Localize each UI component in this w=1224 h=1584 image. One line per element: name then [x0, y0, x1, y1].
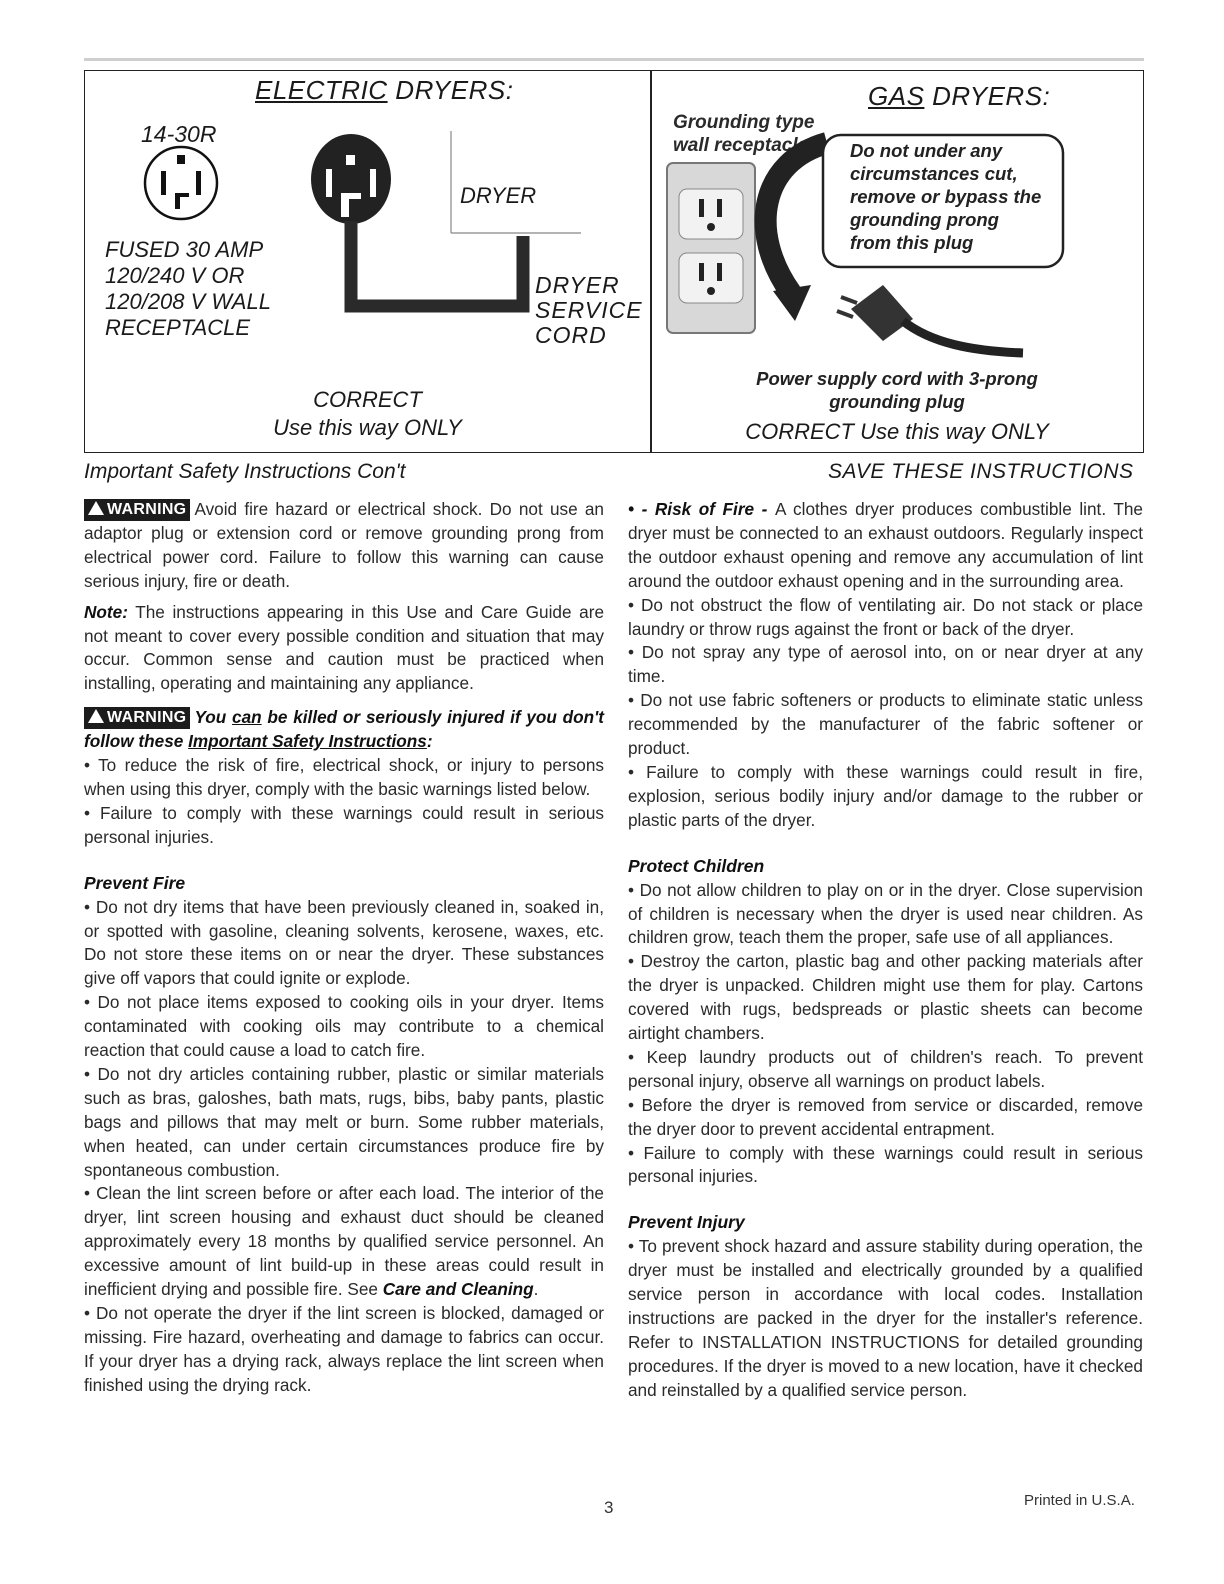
warning-badge: WARNING	[84, 707, 190, 729]
bullet-reduce-risk: • To reduce the risk of fire, electrical shock, or injury to persons when using this dryer, comply with the basic warnings listed below.	[84, 755, 604, 799]
note-paragraph: Note: The instructions appearing in this Use and Care Guide are not meant to cover every possible condition and situation that may occur. Common sense and caution must be practiced when installing, operating and maintaining any appliance.	[84, 601, 604, 694]
dryer-label: DRYER	[460, 183, 537, 208]
electric-use-only: Use this way ONLY	[273, 415, 462, 440]
warning-triangle-icon	[88, 501, 104, 515]
children-bullet-1: • Do not allow children to play on or in the dryer. Close supervision of children is necessary when the dryer is used near children. As children grow, teach them the proper, safe use of all appliances.	[628, 879, 1143, 948]
fire-bullet-1: • Do not dry items that have been previously cleaned in, soaked in, or spotted with gasoline, cleaning solvents, kerosene, waxes, etc. Do not store these items on or near the dryer. These substances give off vapors that could ignite or explode.	[84, 896, 604, 989]
gas-correct: CORRECT Use this way ONLY	[745, 419, 1049, 444]
receptacle-type-label: 14-30R	[141, 121, 217, 147]
electric-dryers-title: ELECTRIC DRYERS:	[255, 75, 514, 105]
risk-of-fire-paragraph: • - Risk of Fire - A clothes dryer produces combustible lint. The dryer must be connected to an exhaust outdoors. Regularly inspect the outdoor exhaust opening and remove any accumulation of lint around the outdoor exhaust opening and in the surrounding area.	[628, 499, 1143, 591]
children-bullet-5: • Failure to comply with these warnings could result in serious personal injuries.	[628, 1142, 1143, 1187]
top-rule	[84, 58, 1144, 61]
warning-triangle-icon	[88, 709, 104, 723]
fire-bullet-3: • Do not dry articles containing rubber, plastic or similar materials such as bras, galoshes, bath mats, rugs, bibs, baby pants, plastic bags and pillows that may melt or burn. Some rubber materials, when heated, can under certain circumstances produce fire by spontaneous combustion.	[84, 1063, 604, 1180]
right-bullet-2: • Do not obstruct the flow of ventilating air. Do not stack or place laundry or throw rugs against the front or back of the dryer.	[628, 594, 1143, 639]
fused-receptacle-text: FUSED 30 AMP 120/240 V OR 120/208 V WALL RECEPTACLE	[105, 237, 271, 340]
three-prong-plug-icon	[837, 285, 1023, 353]
injury-bullet-1: • To prevent shock hazard and assure stability during operation, the dryer must be installed and electrically grounded by a qualified service person in accordance with local codes. Installation instructions are packed in the dryer for the installer's reference. Refer to INSTALLATION INSTRUCTIONS for detailed grounding procedures. If the dryer is moved to a new location, have it checked and reinstalled by a qualified service person.	[628, 1236, 1143, 1400]
protect-children-heading: Protect Children	[628, 855, 765, 876]
prevent-fire-heading: Prevent Fire	[84, 872, 186, 893]
warning-badge: WARNING	[84, 499, 190, 521]
electric-correct: CORRECT	[313, 387, 422, 412]
printed-in: Printed in U.S.A.	[1024, 1492, 1135, 1509]
wall-receptacle-icon	[667, 163, 755, 333]
right-bullet-5: • Failure to comply with these warnings could result in fire, explosion, serious bodily injury and/or damage to the rubber or plastic parts of the dryer.	[628, 761, 1143, 830]
grounding-receptacle-label: Grounding type wall receptacle	[673, 112, 815, 156]
receptacle-outline-icon	[145, 147, 217, 219]
children-bullet-4: • Before the dryer is removed from service or discarded, remove the dryer door to prevent accidental entrapment.	[628, 1094, 1143, 1139]
do-not-cut-prong-warning: Do not under any circumstances cut, remove or bypass the grounding prong from this plug	[850, 140, 1042, 253]
prevent-injury-heading: Prevent Injury	[628, 1212, 745, 1233]
dryer-service-cord-label: DRYER SERVICE CORD	[535, 272, 643, 348]
dryer-connection-figure	[84, 70, 1144, 453]
page-number: 3	[604, 1498, 614, 1517]
warning-killed: WARNING You can be killed or seriously injured if you don't follow these Important Safety Instructions:	[84, 707, 604, 752]
fire-bullet-2: • Do not place items exposed to cooking oils in your dryer. Items contaminated with cooking oils may contribute to a chemical reaction that could cause a load to catch fire.	[84, 992, 604, 1061]
bullet-failure-comply: • Failure to comply with these warnings could result in serious personal injuries.	[84, 802, 604, 847]
gas-dryers-title: GAS DRYERS:	[868, 81, 1051, 111]
right-column	[628, 498, 1143, 1403]
right-bullet-4: • Do not use fabric softeners or products to eliminate static unless recommended by the manufacturer of the fabric softener or product.	[628, 690, 1143, 759]
warning-adaptor: WARNING Avoid fire hazard or electrical shock. Do not use an adaptor plug or extension cord or remove grounding prong from electrical power cord. Failure to follow this warning can cause serious injury, fire or death.	[84, 499, 604, 591]
right-bullet-3: • Do not spray any type of aerosol into, on or near dryer at any time.	[628, 642, 1143, 687]
power-cord-caption: Power supply cord with 3-prong grounding plug	[756, 368, 1038, 412]
right-heading: SAVE THESE INSTRUCTIONS	[828, 460, 1134, 483]
dryer-plug-icon	[311, 134, 391, 224]
left-heading: Important Safety Instructions Con't	[84, 460, 406, 483]
fire-bullet-4: • Clean the lint screen before or after each load. The interior of the dryer, lint screen housing and exhaust duct should be cleaned approximately every 18 months by qualified service personnel. An excessive amount of lint build-up in these areas could result in inefficient drying and possible fire. See Care and Cleaning.	[84, 1183, 604, 1300]
left-column	[84, 498, 604, 1398]
fire-bullet-5: • Do not operate the dryer if the lint screen is blocked, damaged or missing. Fire hazard, overheating and damage to fabrics can occur. If your dryer has a drying rack, always replace the lint screen when finished using the drying rack.	[84, 1303, 604, 1395]
children-bullet-2: • Destroy the carton, plastic bag and other packing materials after the dryer is unpacked. Children might use them for play. Cartons covered with rugs, bedspreads or plastic sheets can become airtight chambers.	[628, 951, 1143, 1044]
children-bullet-3: • Keep laundry products out of children's reach. To prevent personal injury, observe all warnings on product labels.	[628, 1046, 1143, 1091]
